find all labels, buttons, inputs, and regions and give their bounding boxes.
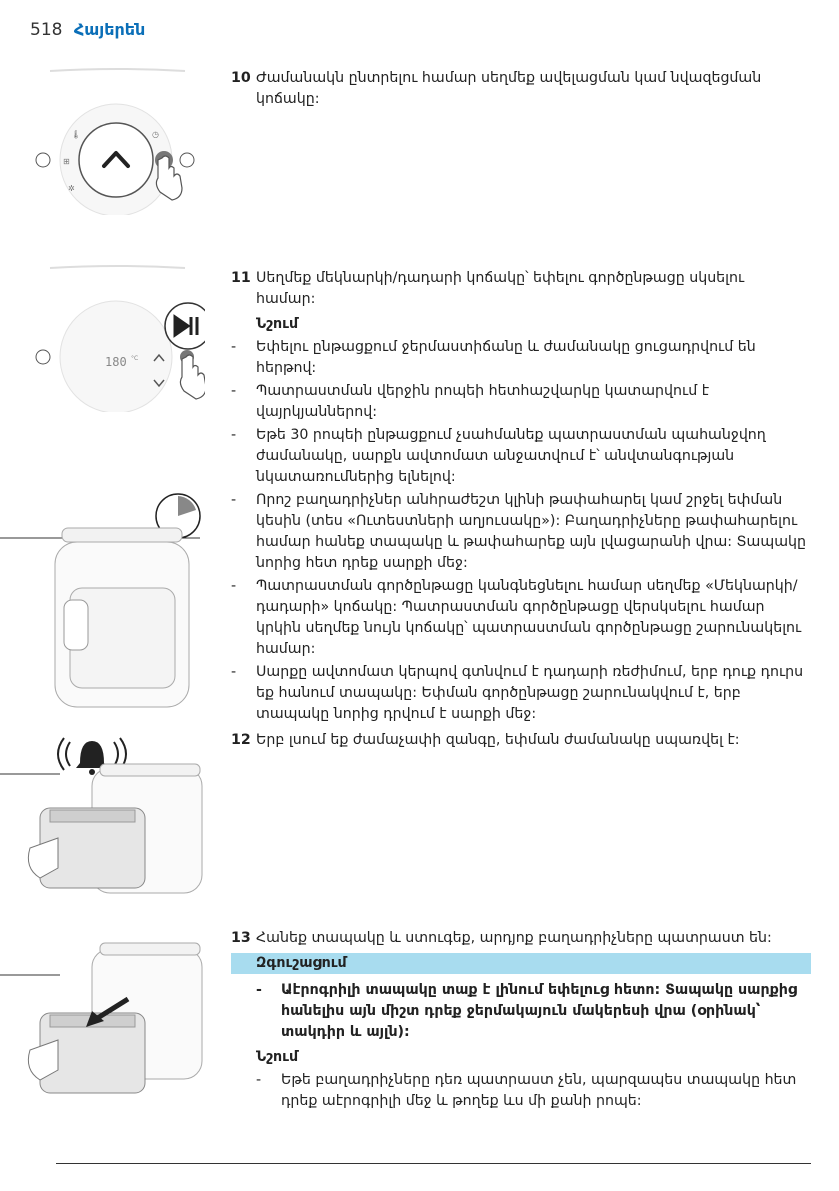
step-12 — [231, 730, 811, 751]
step-13 — [231, 928, 811, 1114]
control-panel-up-illustration — [30, 65, 205, 215]
note-bullet: - Եփելու ընթացքում ջերմաստիճանը և ժամանակը ցուցադրվում են հերթով: — [231, 339, 756, 376]
page-header — [30, 20, 145, 40]
step-10 — [231, 68, 811, 110]
page-number: 518 — [30, 20, 63, 40]
note-bullet: - Սարքը ավտոմատ կերպով գտնվում է դադարի ռեժիմում, երբ դուք դուրս եք հանում տապակը: Եփման գործընթացը շարունակվում է, երբ տապակը նորից դրվում է սարքի մեջ: — [231, 664, 804, 722]
svg-text:🌡: 🌡 — [71, 130, 82, 139]
note-bullet: - Պատրաստման վերջին րոպեի հետհաշվարկը կատարվում է վայրկյաններով: — [231, 383, 710, 420]
step-number: 12 — [231, 732, 251, 748]
step-text-cont: համար: — [256, 291, 316, 307]
step-text: Երբ լսում եք ժամաչափի զանգը, եփման ժամանակը սպառվել է: — [256, 732, 740, 748]
airfryer-remove-basket-illustration — [0, 935, 205, 1100]
display-temp: 180 — [105, 355, 127, 369]
step-text-cont: կոճակը: — [256, 91, 320, 107]
step-11 — [231, 268, 811, 727]
svg-text:✲: ✲ — [68, 184, 75, 193]
svg-text:◷: ◷ — [152, 130, 159, 139]
step-number: 11 — [231, 270, 251, 286]
airfryer-timer-illustration — [0, 488, 205, 713]
warning-bullet: - Աէրոգրիլի տապակը տաք է լինում եփելուց հետո: Տապակը սարքից հանելիս այն միշտ դրեք ջերմակայուն մակերեսի վրա (օրինակ՝ տակդիր և այլն): — [256, 982, 798, 1040]
language-label: Հայերեն — [73, 20, 146, 39]
play-pause-icon — [180, 153, 194, 167]
note-bullet: - Եթե բաղադրիչները դեռ պատրաստ չեն, պարզապես տապակը հետ դրեք աէրոգրիլի մեջ և թողեք ևս մի քանի րոպե: — [256, 1072, 797, 1109]
step-number: 13 — [231, 930, 251, 946]
step-text: Ժամանակն ընտրելու համար սեղմեք ավելացման կամ նվազեցման — [256, 70, 762, 86]
display-unit: °C — [131, 355, 139, 362]
step-text: Հանեք տապակը և ստուգեք, արդյոք բաղադրիչները պատրաստ են: — [256, 930, 772, 946]
airfryer-bell-illustration — [0, 728, 205, 898]
note-heading: Նշում — [256, 316, 299, 332]
note-heading: Նշում — [256, 1049, 299, 1065]
note-bullet: - Որոշ բաղադրիչներ անհրաժեշտ կլինի թափահարել կամ շրջել եփման կեսին (տես «Ուտեստների աղյուսակը»): Բաղադրիչները թափահարելու համար հանեք տապակը և թափահարեք այն լվացարանի վրա: Տապակը նորից հետ դրեք սարքի մեջ: — [231, 492, 807, 571]
step-number: 10 — [231, 70, 251, 86]
control-panel-start-illustration — [30, 262, 205, 412]
warning-heading: Զգուշացում — [231, 953, 811, 974]
step-text: Սեղմեք մեկնարկի/դադարի կոճակը՝ եփելու գործընթացը սկսելու — [256, 270, 745, 286]
hand-icon — [180, 355, 205, 399]
note-bullet: - Եթե 30 րոպեի ընթացքում չսահմանեք պատրաստման պահանջվող ժամանակը, սարքն ավտոմատ անջատվում է՝ անվտանգության նկատառումներից ելնելով: — [231, 427, 766, 485]
note-bullet: - Պատրաստման գործընթացը կանգնեցնելու համար սեղմեք «Մեկնարկի/դադարի» կոճակը: Պատրաստման գործընթացը վերսկսելու համար կրկին սեղմեք նույն կոճակը՝ պատրաստման գործընթացը շարունակելու համար: — [231, 578, 802, 657]
svg-text:⊞: ⊞ — [63, 157, 70, 166]
footer-divider — [56, 1163, 811, 1164]
power-icon — [36, 153, 50, 167]
